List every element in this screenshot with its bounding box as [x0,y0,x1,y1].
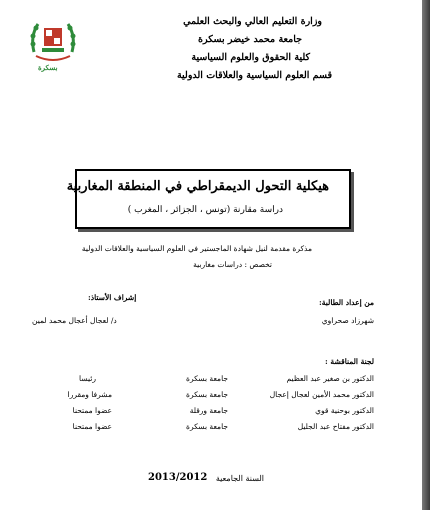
supervisor-name: د/ لعجال أعجال محمد لمين [32,316,117,325]
committee-label: لجنة المناقشة : [325,357,374,366]
committee-member-role: عضوا ممتحنا [72,406,112,415]
committee-member-role: عضوا ممتحنا [72,422,112,431]
thesis-specialization: تخصص : دراسات مغاربية [193,260,272,269]
committee-member-name: الدكتور بن صغير عبد العظيم [286,374,374,383]
student-label: من إعداد الطالبة: [318,298,374,307]
logo-caption: بسكرة [38,63,58,72]
committee-member-role: رئيسا [79,374,96,383]
academic-year-value: 2013/2012 [148,472,208,483]
committee-member-university: جامعة بسكرة [186,422,228,431]
faculty-name: كلية الحقوق والعلوم السياسية [191,52,310,63]
committee-member-university: جامعة بسكرة [186,374,228,383]
viewer-background [422,0,430,510]
committee-member-name: الدكتور مفتاح عبد الجليل [297,422,374,431]
committee-member-university: جامعة ورقلة [189,406,228,415]
thesis-title-box [66,169,351,229]
academic-year-label: السنة الجامعية [215,474,264,483]
committee-member-name: الدكتور بوحنية قوي [315,406,374,415]
supervisor-label: إشراف الأستاذ: [88,293,137,302]
committee-member-name: الدكتور محمد الأمين لعجال إعجال [269,390,374,399]
committee-member-role: مشرفا ومقررا [67,390,112,399]
thesis-description: مذكرة مقدمة لنيل شهادة الماجستير في العلوم السياسية والعلاقات الدولية [81,244,312,253]
thesis-title: هيكلية التحول الديمقراطي في المنطقة المغاربية [66,179,329,194]
thesis-subtitle: دراسة مقارنة (تونس ، الجزائر ، المغرب ) [127,205,283,215]
department-name: قسم العلوم السياسية والعلاقات الدولية [176,70,332,81]
university-logo [24,14,82,76]
student-name: شهرزاد صحراوي [321,316,374,325]
university-name: جامعة محمد خيضر بسكرة [198,34,302,45]
committee-member-university: جامعة بسكرة [186,390,228,399]
ministry-name: وزارة التعليم العالي والبحث العلمي [183,16,322,27]
